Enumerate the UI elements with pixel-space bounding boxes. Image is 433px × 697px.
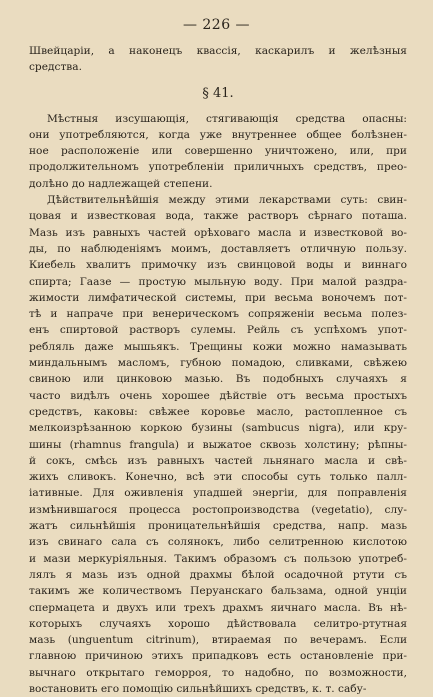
text-line: жимости лимфатической системы, при весьма воночемъ пот- [29,291,407,304]
text-line: ребляль даже мышьякъ. Трещины кожи можно намазывать [29,340,407,353]
text-line: тѣ и напраче при венерическомъ сопряженіи весьма полез- [29,308,407,321]
text-line: миндальнымъ масломъ, губною помадою, сливками, свѣжею [29,357,407,370]
text-line: жихъ сливокъ. Конечно, всѣ эти способы суть только палл- [29,471,407,484]
page-number: — 226 — [182,17,251,33]
text-line: Мазь изъ равныхъ частей орѣховаго масла и известковой во- [29,226,407,239]
text-line: ды, по наблюденіямъ моимъ, доставляетъ отличную пользу. [29,242,407,255]
text-line: цовая и известковая вода, также растворъ сѣрнаго поташа. [29,210,407,223]
text-line: Киебель хвалитъ примочку изъ свинцовой воды и виннаго [29,259,407,272]
text-line: Дѣйствительнѣйшія между этими лекарствами суть: свин- [47,194,407,207]
text-line: жатъ сильнѣйшія проницательнѣйшія средства, напр. мазь [29,520,407,533]
section-heading: § 41. [202,85,234,101]
text-line: мазь (unguentum citrinum), втираемая по вечерамъ. Если [29,634,407,647]
text-line: часто видѣлъ очень хорошее дѣйствіе отъ весьма простыхъ [29,389,407,402]
text-line: востановить его помощію сильнѣйшихъ средствъ, к. т. сабу- [29,682,367,695]
page-text [29,43,407,697]
text-line: вычнаго открытаго геморроя, то надобно, по возможности, [29,666,407,679]
text-line: мелкоизрѣзанною коркою бузины (sambucus nigra), или кру- [29,422,407,435]
text-line: главною причиною этихъ припадковъ есть остановленіе при- [29,650,407,663]
text-line: ное расположеніе или совершенно уничтожено, или, при [29,145,407,158]
text-line: шины (rhamnus frangula) и выжатое сквозь холстину; рѣпны- [29,438,407,451]
text-line: енъ спиртовой растворъ сулемы. Рейль съ успѣхомъ упот- [29,324,407,337]
text-line: которыхъ случаяхъ хорошо дѣйствовала селитро-ртутная [29,617,407,630]
text-line: и мази меркуріяльныя. Такимъ образомъ съ пользою употреб- [29,552,407,565]
text-line: Мѣстныя изсушающія, стягивающія средства опасны: [47,112,407,125]
text-line: свиною или цинковою мазью. Въ подобныхъ случаяхъ я [29,373,407,386]
text-line: они употребляются, когда уже внутреннее общее болѣзнен- [29,128,407,141]
text-line: такимъ же количествомъ Перуанскаго бальзама, одной унціи [29,585,407,598]
text-line: спермацета и двухъ или трехъ драхмъ яичнаго масла. Въ нѣ- [29,601,407,614]
text-line: спирта; Гаазе — простую мыльную воду. При малой раздра- [29,275,407,288]
text-line: долѣно до надлежащей степени. [29,177,213,190]
text-line: лялъ я мазь изъ одной драхмы бѣлой осадочной ртути съ [29,568,407,581]
text-line: средства. [29,61,82,74]
text-line: іативные. Для оживленія упадшей энергіи, для поправленія [29,487,407,500]
text-line: продолжительномъ употребленіи приличныхъ средствъ, прео- [29,161,407,174]
text-line: изъ свинаго сала съ солянокъ, либо селитренною кислотою [29,536,407,549]
text-line: Швейцаріи, а наконецъ квассія, каскарилъ и желѣзныя [29,45,407,57]
text-line: средствъ, каковы: свѣжее коровье масло, растопленное съ [29,405,407,418]
text-line: й сокъ, смѣсь изъ равныхъ частей льнянаго масла и свѣ- [29,454,407,467]
text-line: измѣнившагося процесса ростопроизводства (vegetatio), слу- [29,503,407,516]
